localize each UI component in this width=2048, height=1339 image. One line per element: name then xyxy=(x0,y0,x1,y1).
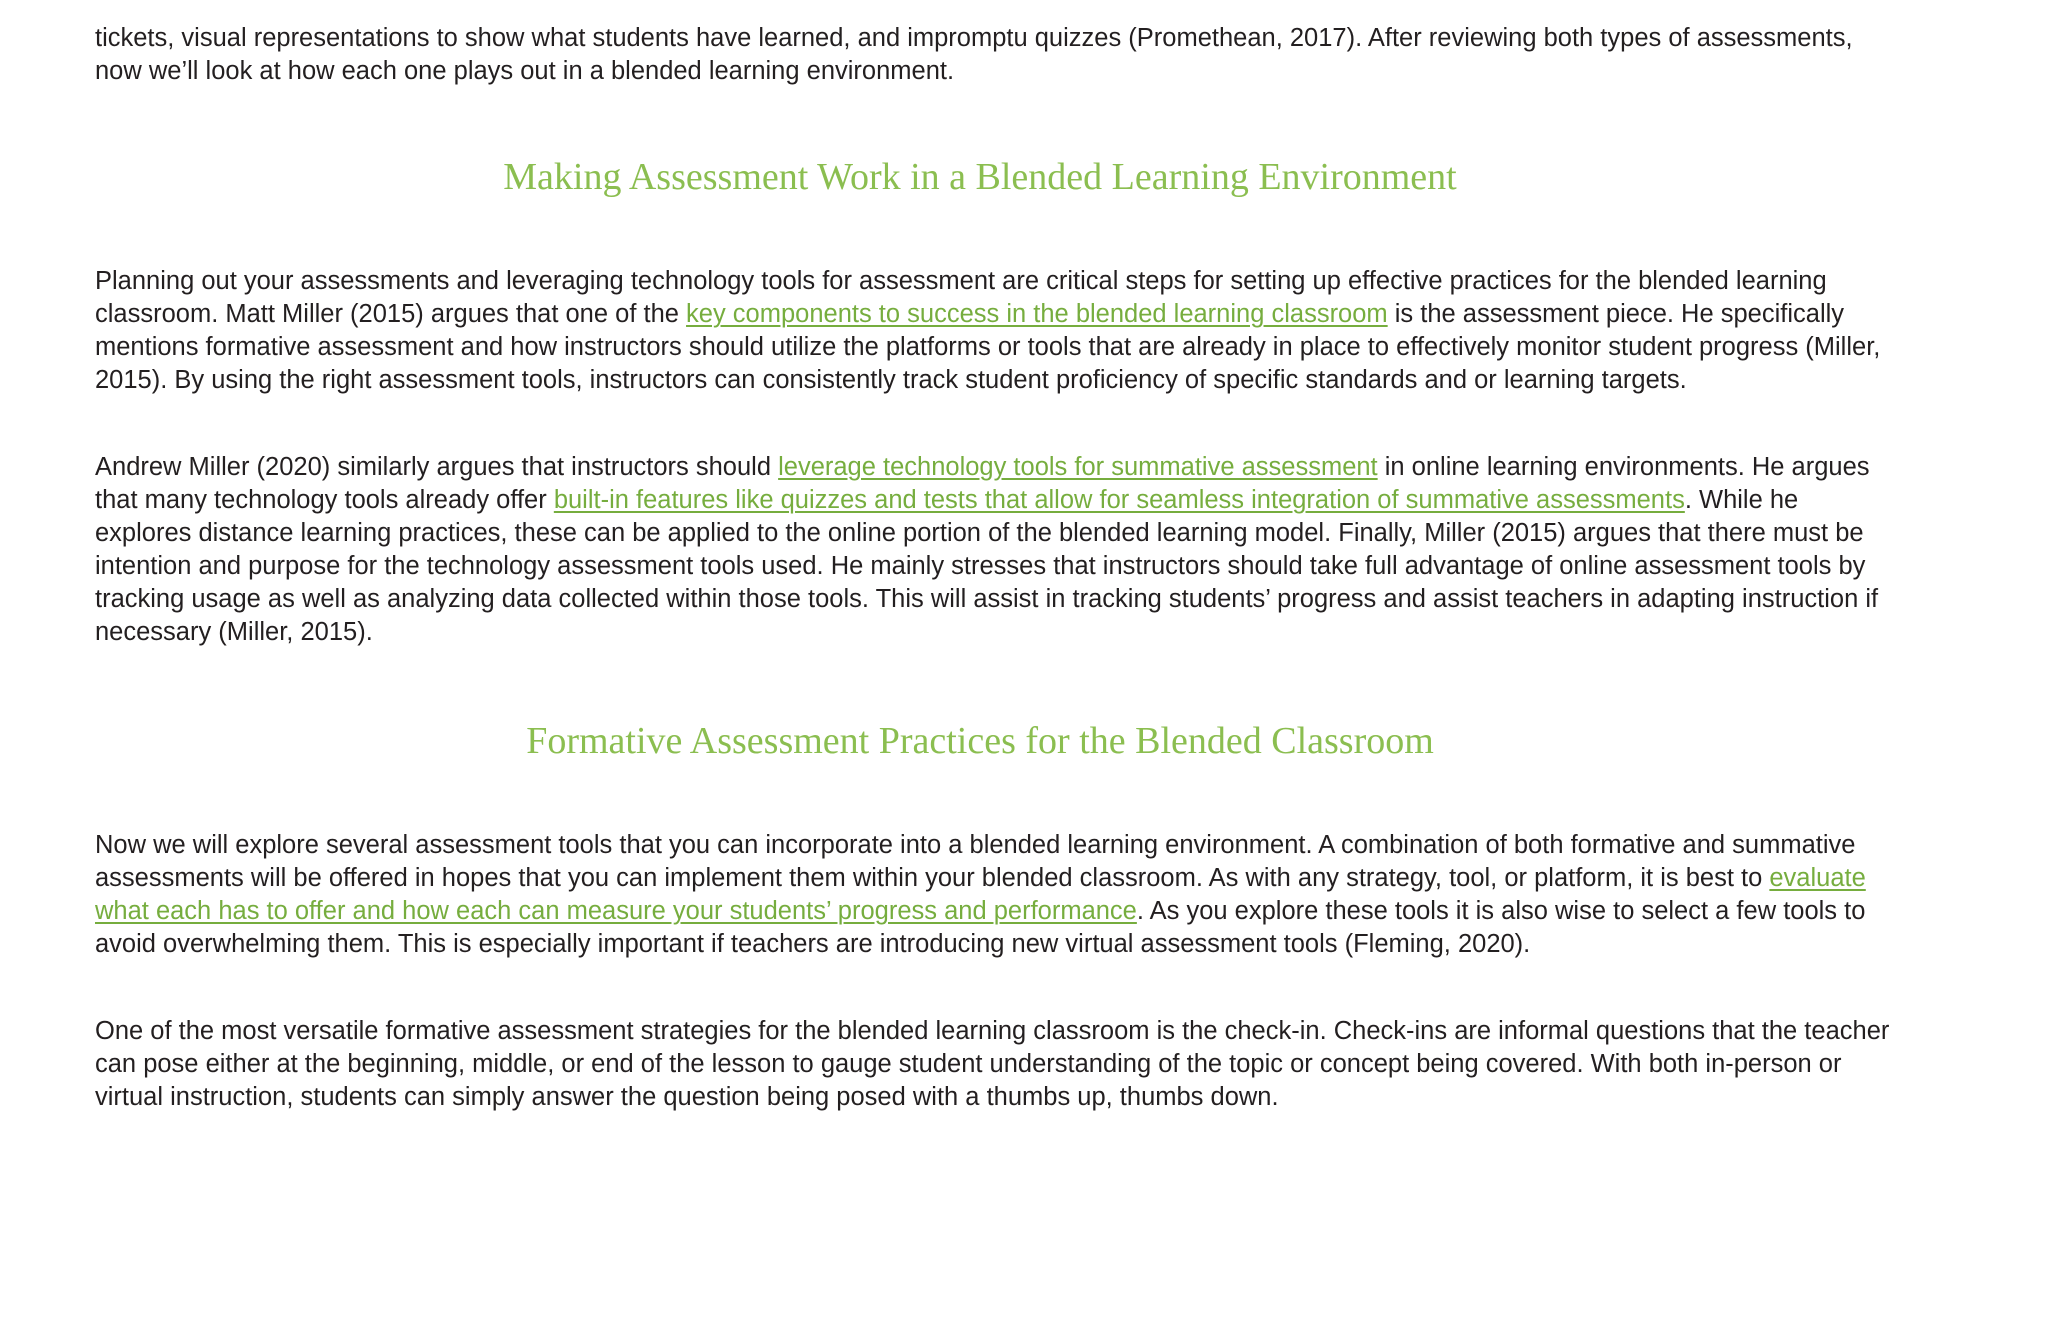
document-page xyxy=(95,22,1895,1114)
paragraph-text: One of the most versatile formative assessment strategies for the blended learning classroom is the check-in. Check-ins are informal questions that the teacher can pose either at the beginning, middle, or end of the lesson to gauge student understanding of the topic or concept being covered. With both in-person or virtual instruction, students can simply answer the question being posed with a thumbs up, thumbs down. xyxy=(95,1017,1890,1111)
paragraph-text: is the assessment piece. He specifically mentions formative assessment and how instructors should utilize the platforms or tools that are already in place to effectively monitor student progress (Miller, 2015). By using the right assessment tools, instructors can consistently track student proficiency of specific standards and or learning targets. xyxy=(95,300,1881,394)
paragraph-assessment-tools xyxy=(95,829,1895,961)
paragraph-text: . As you explore these tools it is also wise to select a few tools to avoid overwhelming them. This is especially important if teachers are introducing new virtual assessment tools (Fleming, 2020). xyxy=(95,897,1866,958)
paragraph-andrew-miller xyxy=(95,451,1895,649)
paragraph-text: Andrew Miller (2020) similarly argues that instructors should xyxy=(95,453,779,481)
intro-text: tickets, visual representations to show what students have learned, and impromptu quizzes (Promethean, 2017). After reviewing both types of assessments, now we’ll look at how each one plays out in a blended learning environment. xyxy=(95,24,1853,85)
paragraph-text: Now we will explore several assessment tools that you can incorporate into a blended learning environment. A combination of both formative and summative assessments will be offered in hopes that you can implement them within your blended classroom. As with any strategy, tool, or platform, it is best to xyxy=(95,831,1856,892)
section-heading-blended-assessment: Making Assessment Work in a Blended Learning Environment xyxy=(503,156,1457,198)
paragraph-text: . While he explores distance learning practices, these can be applied to the online portion of the blended learning model. Finally, Miller (2015) argues that there must be intention and purpose for the technology assessment tools used. He mainly stresses that instructors should take full advantage of online assessment tools by tracking usage as well as analyzing data collected within those tools. This will assist in tracking students’ progress and assist teachers in adapting instruction if necessary (Miller, 2015). xyxy=(95,486,1879,646)
paragraph-text: in online learning environments. He argues that many technology tools already offer xyxy=(95,453,1870,514)
intro-paragraph xyxy=(95,22,1895,88)
section-heading-formative-practices: Formative Assessment Practices for the Blended Classroom xyxy=(526,720,1434,762)
paragraph-check-in xyxy=(95,1015,1895,1114)
paragraph-planning-assessments xyxy=(95,265,1895,397)
link-leverage-technology-tools[interactable]: leverage technology tools for summative assessment xyxy=(778,453,1378,481)
paragraph-text: Planning out your assessments and leveraging technology tools for assessment are critical steps for setting up effective practices for the blended learning classroom. Matt Miller (2015) argues that one of the xyxy=(95,267,1827,328)
link-built-in-features[interactable]: built-in features like quizzes and tests that allow for seamless integration of summative assessments xyxy=(553,486,1685,514)
link-evaluate-each-tool[interactable]: evaluate what each has to offer and how each can measure your students’ progress and performance xyxy=(95,864,1866,925)
link-key-components[interactable]: key components to success in the blended learning classroom xyxy=(686,300,1388,328)
